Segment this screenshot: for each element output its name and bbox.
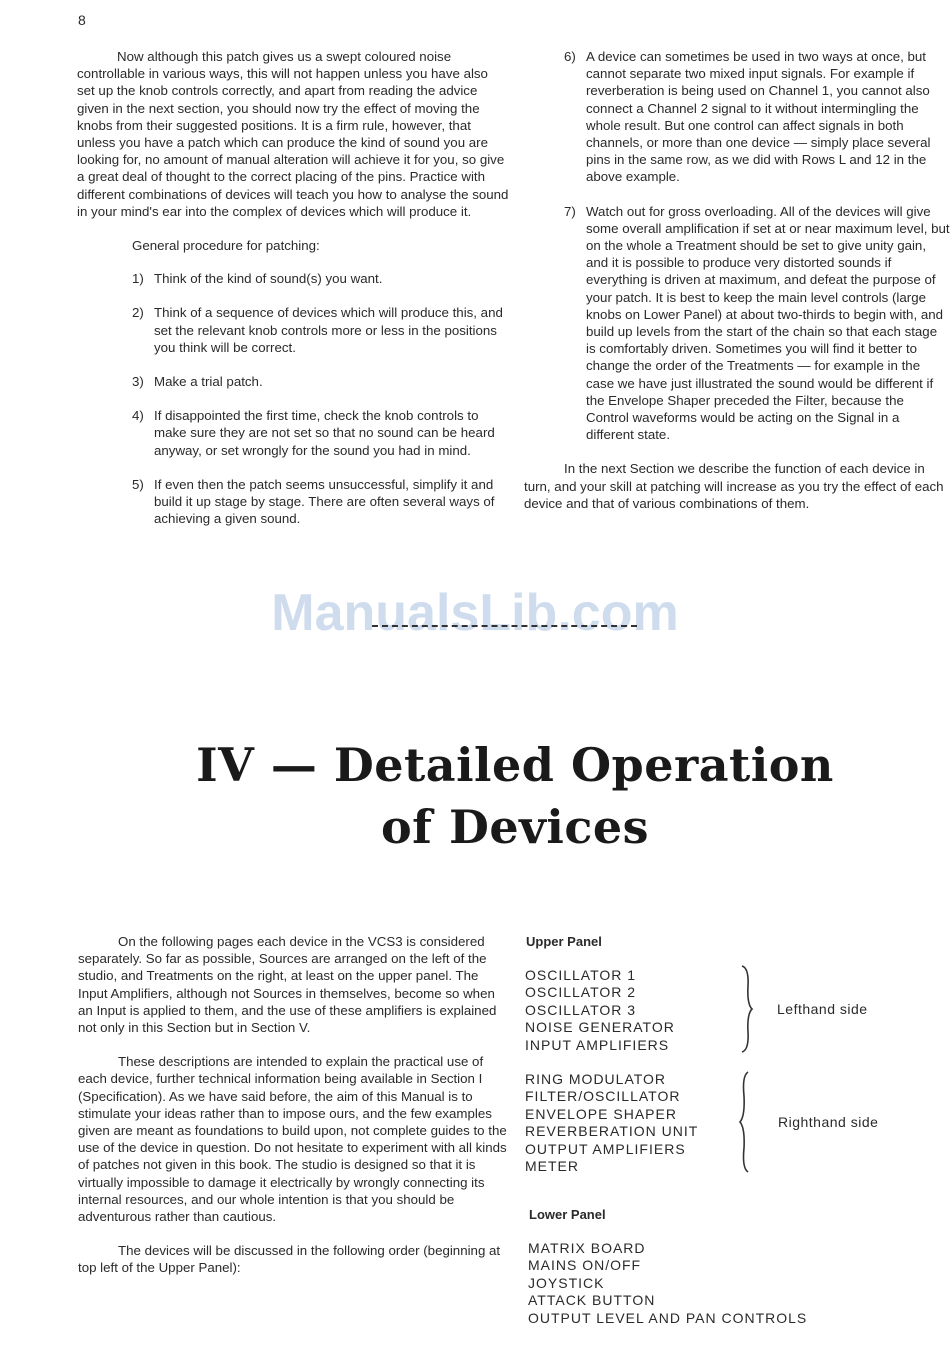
step-text: A device can sometimes be used in two ways at once, but cannot separate two mixed input signals. For example if reverberation is being used on Channel 1, you cannot also connect a Channel 2 signal to it without intermingling the whole result. But one control can affect signals in both channels, or more than one device — simply place several pins in the same row, as we did with Rows L and 12 in the above example. [586,49,931,185]
intro-paragraph: Now although this patch gives us a swept coloured noise controllable in various ways, this will not happen unless you have also set up the knob controls correctly, and apart from reading the advice given in the next section, you should now try the effect of moving the knobs from their suggested positions. It is a firm rule, however, that unless you have a patch which can produce the kind of sound you are looking for, no amount of manual alteration will achieve it for you, so give a great deal of thought to the correct placing of the pins. Practice with different combinations of devices will teach you how to analyse the sound in your mind's ear into the complex of devices which will produce it. [77,49,509,219]
list-item: OSCILLATOR 1 [525,967,637,983]
step-text: Make a trial patch. [154,374,263,390]
bottom-left-column [78,933,510,1277]
list-item: INPUT AMPLIFIERS [525,1036,670,1053]
step-number: 5) [132,476,144,492]
paragraph: On the following pages each device in the VCS3 is considered separately. So far as possible, Sources are arranged on the left of the studio, and Treatments on the right, at least on the upper panel. The Input Amplifiers, although not Sources in themselves, become so when an Input is applied to them, and the use of these amplifiers is explained not only in this Section but in Section V. [78,934,497,1036]
lower-panel-title: Lower Panel [529,1207,606,1222]
list-item [77,304,509,356]
list-item: OSCILLATOR 3 [525,1001,637,1018]
procedure-steps [77,270,509,527]
lower-panel-list [528,1240,807,1327]
righthand-device-list [525,1071,698,1175]
righthand-label: Righthand side [778,1114,879,1130]
step-text: Think of the kind of sound(s) you want. [154,271,383,287]
section-heading-line1: IV — Detailed Operation [196,738,834,792]
lefthand-device-list [525,967,675,1054]
section-divider [372,625,637,627]
list-item [77,373,509,390]
list-item [77,476,509,528]
section-heading-line2: of Devices [380,800,650,854]
list-item [77,270,509,287]
paragraph: The devices will be discussed in the following order (beginning at top left of the Upper Panel): [78,1243,501,1276]
list-item: FILTER/OSCILLATOR [525,1088,681,1105]
list-item [77,407,509,459]
closing-paragraph: In the next Section we describe the function of each device in turn, and your skill at patching will increase as you try the effect of each device and that of various combinations of them. [524,461,944,511]
list-item: METER [525,1158,579,1175]
list-item: OUTPUT LEVEL AND PAN CONTROLS [528,1309,808,1326]
list-item: MATRIX BOARD [528,1240,646,1256]
list-item: MAINS ON/OFF [528,1257,642,1274]
brace-icon [736,964,758,1054]
right-column [524,48,950,512]
tips-list [524,48,950,443]
upper-panel-title: Upper Panel [526,934,602,949]
list-item: RING MODULATOR [525,1071,667,1087]
step-number: 2) [132,305,144,321]
list-item: ENVELOPE SHAPER [525,1105,677,1122]
step-text: Think of a sequence of devices which will produce this, and set the relevant knob controls more or less in the positions you think will be correct. [154,305,503,355]
step-text: Watch out for gross overloading. All of the devices will give some overall amplification if set at or near maximum level, but on the whole a Treatment should be set to give unity gain, and it is possible to produce very distorted sounds if everything is driven at maximum, and defeat the purpose of your patch. It is best to keep the main level controls (large knobs on Lower Panel) at about two-thirds to begin with, and build up levels from the start of the chain so that each stage is comfortably driven. Sometimes you will find it better to change the order of the Treatments — for example in the case we have just illustrated the sound would be different if the Envelope Shaper preceded the Filter, because the Control waveforms would be acting on the Signal in a different state. [586,203,950,443]
list-item: OUTPUT AMPLIFIERS [525,1140,686,1157]
step-number: 3) [132,374,144,390]
step-number: 4) [132,408,144,424]
list-item [524,48,950,186]
list-item [524,203,950,444]
lefthand-label: Lefthand side [777,1001,868,1017]
list-item: OSCILLATOR 2 [525,984,637,1001]
list-item: REVERBERATION UNIT [525,1123,699,1140]
step-text: If disappointed the first time, check the knob controls to make sure they are not set so that no sound can be heard anyway, or set wrongly for the sound you had in mind. [154,408,495,458]
step-number: 7) [564,203,576,219]
step-number: 1) [132,271,144,287]
list-item: NOISE GENERATOR [525,1019,675,1036]
step-text: If even then the patch seems unsuccessful, simplify it and build it up stage by stage. There are often several ways of achieving a given sound. [154,476,495,527]
left-column [77,48,509,544]
list-item: ATTACK BUTTON [528,1292,656,1309]
step-number: 6) [564,49,576,64]
watermark: ManualsLib.com [271,584,679,642]
paragraph: These descriptions are intended to explain the practical use of each device, further technical information being available in Section I (Specification). As we have said before, the aim of this Manual is to stimulate your ideas rather than to impose ours, and the few examples given are meant as foundations to build upon, not complete guides to the use of the device in question. Do not hesitate to experiment with all kinds of patches not given in this book. The studio is designed so that it is virtually impossible to damage it electrically by wrongly connecting its internal resources, and our whole intention is that you should be adventurous rather than cautious. [78,1054,507,1225]
procedure-title: General procedure for patching: [132,238,320,254]
list-item: JOYSTICK [528,1274,605,1291]
brace-icon [736,1070,758,1174]
page-number: 8 [78,12,86,28]
